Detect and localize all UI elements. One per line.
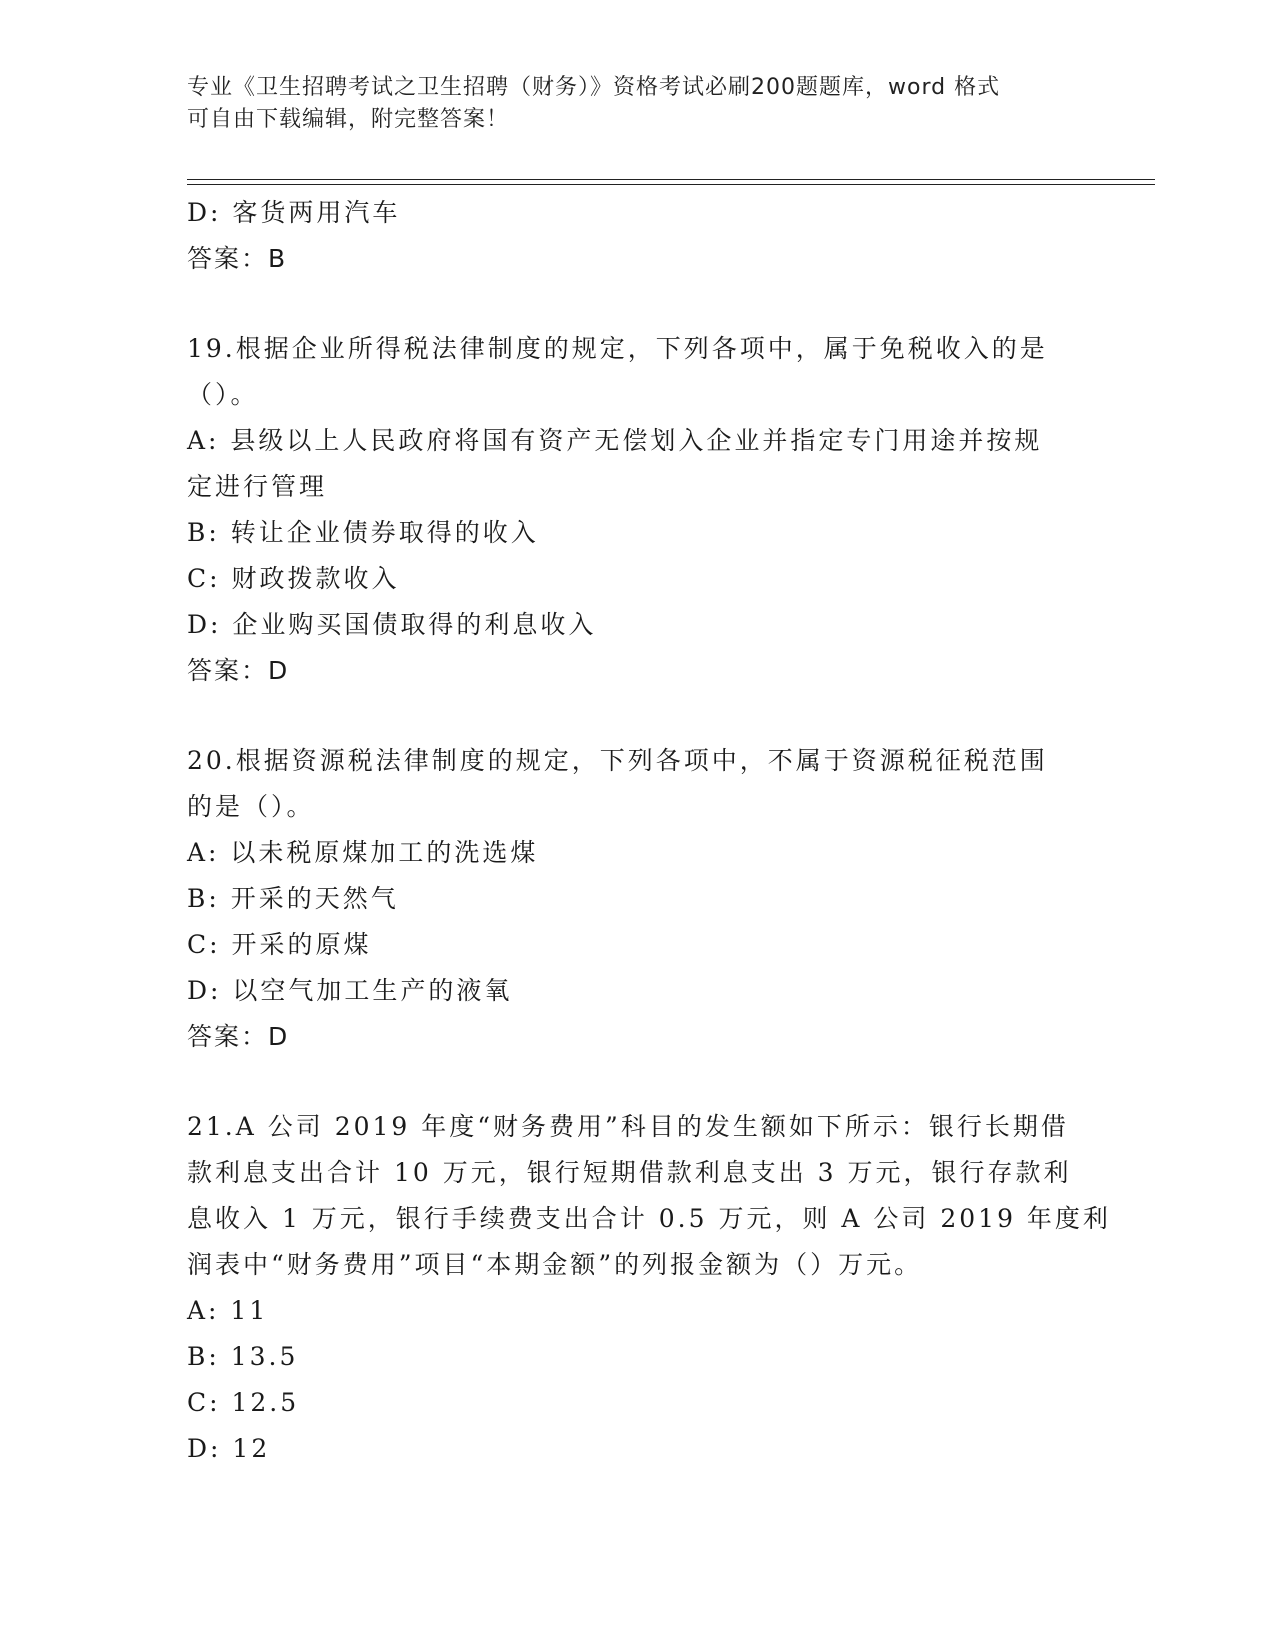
q19-option-a-line-2: 定进行管理	[187, 472, 328, 501]
q20-stem-line-2: 的是（）。	[187, 792, 315, 821]
q19-stem-line-2: （）。	[187, 380, 259, 409]
header-line-2: 可自由下载编辑，附完整答案！	[187, 107, 510, 132]
q21-stem-line-2: 款利息支出合计 10 万元，银行短期借款利息支出 3 万元，银行存款利	[187, 1158, 1072, 1187]
q20-stem-line-1: 20.根据资源税法律制度的规定，下列各项中，不属于资源税征税范围	[187, 746, 1048, 775]
q20-answer: 答案：D	[187, 1022, 290, 1051]
q18-answer: 答案：B	[187, 244, 288, 273]
spacer	[187, 1060, 1087, 1104]
header-divider-top	[187, 179, 1155, 180]
question-content	[187, 190, 1111, 1472]
q20-option-d: D: 以空气加工生产的液氧	[187, 976, 513, 1005]
q19-option-a-line-1: A: 县级以上人民政府将国有资产无偿划入企业并指定专门用途并按规	[187, 426, 1043, 455]
q20-option-b: B: 开采的天然气	[187, 884, 399, 913]
q19-option-d: D: 企业购买国债取得的利息收入	[187, 610, 597, 639]
q21-stem-line-3: 息收入 1 万元，银行手续费支出合计 0.5 万元，则 A 公司 2019 年度利	[187, 1204, 1111, 1233]
q21-option-d: D: 12	[187, 1434, 271, 1463]
spacer	[187, 282, 1087, 326]
q19-option-b: B: 转让企业债券取得的收入	[187, 518, 539, 547]
q21-option-a: A: 11	[187, 1296, 269, 1325]
spacer	[187, 694, 1087, 738]
q21-option-b: B: 13.5	[187, 1342, 299, 1371]
q18-option-d: D: 客货两用汽车	[187, 198, 401, 227]
header-line-1: 专业《卫生招聘考试之卫生招聘（财务）》资格考试必刷200题题库，word 格式	[187, 75, 1001, 100]
q19-answer: 答案：D	[187, 656, 290, 685]
q21-stem-line-1: 21.A 公司 2019 年度“财务费用”科目的发生额如下所示：银行长期借	[187, 1112, 1069, 1141]
q19-stem-line-1: 19.根据企业所得税法律制度的规定，下列各项中，属于免税收入的是	[187, 334, 1048, 363]
q21-option-c: C: 12.5	[187, 1388, 300, 1417]
q19-option-c: C: 财政拨款收入	[187, 564, 400, 593]
q20-option-c: C: 开采的原煤	[187, 930, 372, 959]
header-divider-bottom	[187, 184, 1155, 185]
q21-stem-line-4: 润表中“财务费用”项目“本期金额”的列报金额为（）万元。	[187, 1250, 923, 1279]
q20-option-a: A: 以未税原煤加工的洗选煤	[187, 838, 539, 867]
document-header	[187, 72, 1087, 136]
